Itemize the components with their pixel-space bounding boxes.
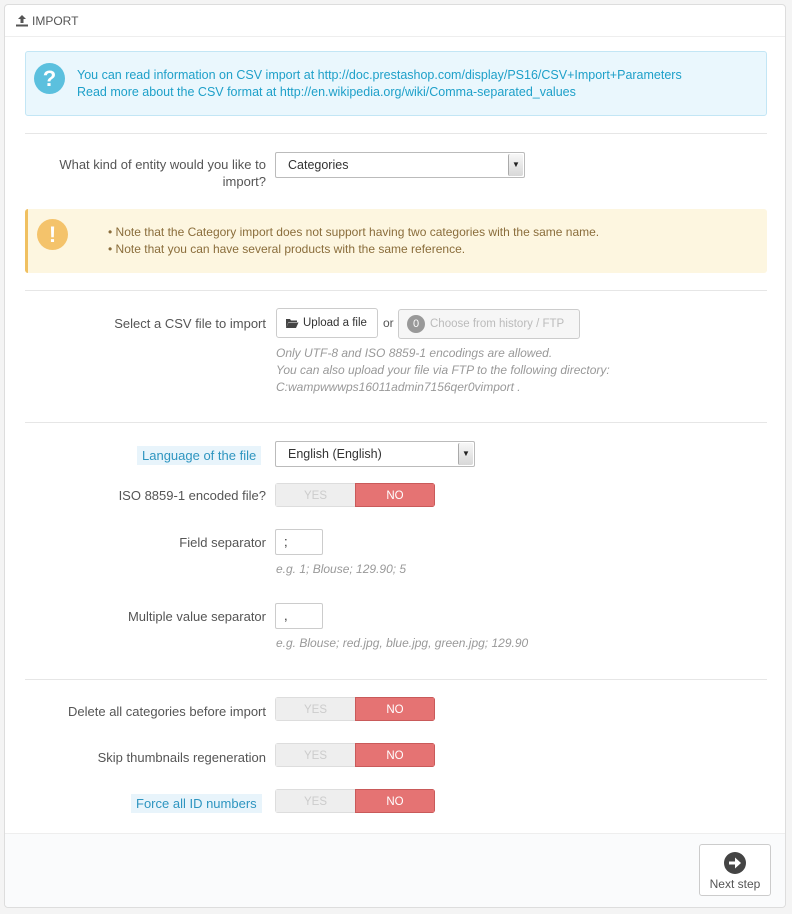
skip-thumbnails-label: Skip thumbnails regeneration	[97, 750, 266, 765]
choose-history-label: Choose from history / FTP	[430, 318, 565, 330]
toggle-yes[interactable]: YES	[275, 743, 355, 767]
delete-all-toggle[interactable]	[275, 697, 435, 721]
or-text: or	[383, 316, 394, 330]
iso-encoding-label: ISO 8859-1 encoded file?	[118, 488, 266, 503]
field-separator-label: Field separator	[179, 535, 266, 550]
multi-separator-input[interactable]: ,	[275, 603, 323, 629]
divider	[25, 679, 767, 680]
info-line-csv-docs[interactable]: You can read information on CSV import at http://doc.prestashop.com/display/PS16/CSV+Import+Parameters	[77, 68, 682, 82]
warning-alert	[25, 209, 767, 273]
language-select[interactable]	[275, 441, 475, 467]
toggle-yes[interactable]: YES	[275, 697, 355, 721]
panel-title: IMPORT	[32, 13, 79, 28]
warning-item: • Note that you can have several products with the same reference.	[108, 242, 466, 256]
info-alert	[25, 51, 767, 116]
field-separator-help: e.g. 1; Blouse; 129.90; 5	[276, 562, 407, 576]
import-panel	[4, 4, 786, 908]
upload-file-button[interactable]	[276, 308, 378, 338]
next-step-label: Next step	[709, 877, 761, 891]
panel-footer	[5, 833, 785, 907]
history-count-badge: 0	[407, 315, 425, 333]
skip-thumbnails-toggle[interactable]	[275, 743, 435, 767]
ftp-directory: C:wampwwwps16011admin7156qer0vimport .	[276, 380, 521, 394]
panel-heading	[5, 5, 785, 37]
divider	[25, 290, 767, 291]
arrow-right-circle-icon	[723, 851, 747, 875]
force-ids-toggle[interactable]	[275, 789, 435, 813]
upload-file-label: Upload a file	[303, 317, 367, 329]
toggle-no[interactable]: NO	[355, 697, 435, 721]
question-icon: ?	[34, 63, 65, 94]
folder-open-icon	[285, 317, 299, 329]
info-line-csv-format[interactable]: Read more about the CSV format at http://en.wikipedia.org/wiki/Comma-separated_values	[77, 85, 576, 99]
chevron-down-icon: ▼	[508, 154, 523, 176]
encoding-help: Only UTF-8 and ISO 8859-1 encodings are allowed.	[276, 346, 553, 360]
field-separator-input[interactable]: ;	[275, 529, 323, 555]
entity-select[interactable]	[275, 152, 525, 178]
iso-encoding-toggle[interactable]	[275, 483, 435, 507]
language-select-value: English (English)	[288, 447, 382, 461]
language-label[interactable]: Language of the file	[137, 446, 261, 465]
upload-icon	[15, 14, 29, 28]
delete-all-label: Delete all categories before import	[68, 704, 266, 719]
entity-select-value: Categories	[288, 158, 349, 172]
choose-history-button[interactable]	[398, 309, 580, 339]
force-ids-label[interactable]: Force all ID numbers	[131, 794, 262, 813]
divider	[25, 133, 767, 134]
next-step-button[interactable]	[699, 844, 771, 896]
toggle-no[interactable]: NO	[355, 743, 435, 767]
toggle-no[interactable]: NO	[355, 483, 435, 507]
multi-separator-help: e.g. Blouse; red.jpg, blue.jpg, green.jpg; 129.90	[276, 636, 529, 650]
entity-label: What kind of entity would you like to import?	[59, 157, 266, 189]
warning-item: • Note that the Category import does not support having two categories with the same name.	[108, 225, 600, 239]
chevron-down-icon: ▼	[458, 443, 473, 465]
toggle-no[interactable]: NO	[355, 789, 435, 813]
multi-separator-label: Multiple value separator	[127, 609, 266, 624]
exclamation-icon: !	[37, 219, 68, 250]
toggle-yes[interactable]: YES	[275, 789, 355, 813]
csv-file-label: Select a CSV file to import	[114, 316, 266, 331]
ftp-help: You can also upload your file via FTP to the following directory:	[276, 363, 610, 377]
toggle-yes[interactable]: YES	[275, 483, 355, 507]
divider	[25, 422, 767, 423]
